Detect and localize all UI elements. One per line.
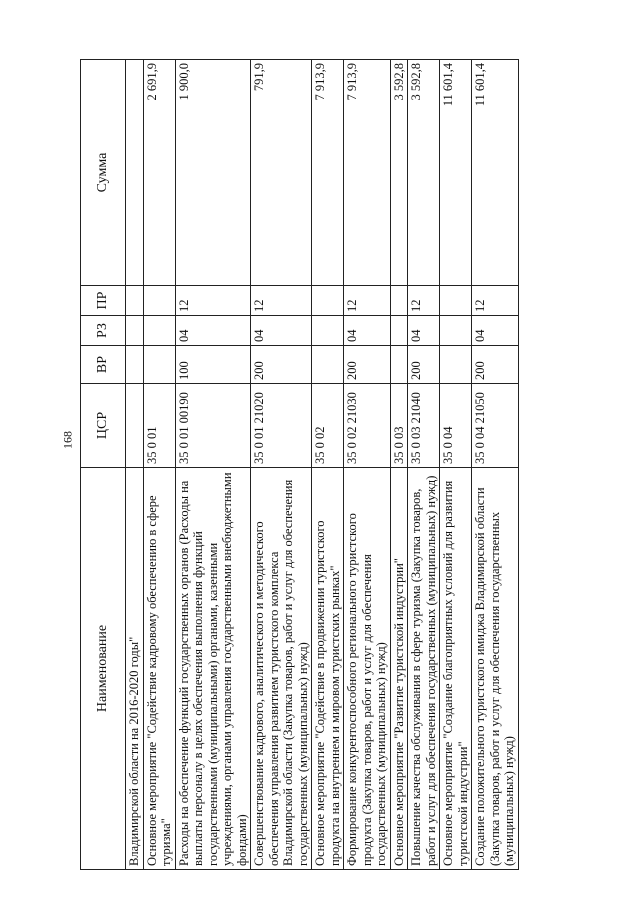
- cell-csr: 35 0 01: [143, 384, 175, 468]
- cell-vr: [126, 346, 144, 384]
- cell-rz: 04: [472, 316, 519, 346]
- cell-name: Совершенствование кадрового, аналитического и методического обеспечения управления развитием туристского комплекса Владимирской области (Закупка товаров, работ и услуг для обеспечения государственных (муниципальных) нужд): [251, 468, 312, 870]
- page-number: 168: [60, 431, 75, 449]
- cell-csr: 35 0 04 21050: [472, 384, 519, 468]
- cell-sum: 11 601,4: [440, 60, 472, 286]
- cell-sum: 1 900,0: [175, 60, 251, 286]
- cell-name: Владимирской области на 2016-2020 годы": [126, 468, 144, 870]
- cell-pr: 12: [408, 286, 440, 316]
- table-row: [472, 60, 519, 870]
- header-rz: РЗ: [81, 316, 126, 346]
- cell-name: Основное мероприятие "Содействие в продвижении туристского продукта на внутреннем и мировом туристских рынках": [312, 468, 344, 870]
- cell-vr: 200: [344, 346, 391, 384]
- cell-pr: [126, 286, 144, 316]
- cell-rz: [440, 316, 472, 346]
- table-row: [312, 60, 344, 870]
- cell-rz: 04: [251, 316, 312, 346]
- cell-sum: 11 601,4: [472, 60, 519, 286]
- budget-table: [80, 59, 519, 870]
- cell-csr: 35 0 03 21040: [408, 384, 440, 468]
- cell-csr: [126, 384, 144, 468]
- cell-name: Создание положительного туристского имиджа Владимирской области (Закупка товаров, работ и услуг для обеспечения государственных (муниципальных) нужд): [472, 468, 519, 870]
- cell-pr: 12: [251, 286, 312, 316]
- table-row: [408, 60, 440, 870]
- cell-vr: 200: [472, 346, 519, 384]
- cell-pr: [312, 286, 344, 316]
- cell-name: Расходы на обеспечение функций государственных органов (Расходы на выплаты персоналу в целях обеспечения выполнения функций государственными (муниципальными) органами, казенными учреждениями, органами управления государственными внебюджетными фондами): [175, 468, 251, 870]
- cell-sum: 7 913,9: [344, 60, 391, 286]
- table-row: [344, 60, 391, 870]
- cell-pr: [143, 286, 175, 316]
- table-row: [390, 60, 408, 870]
- cell-sum: 2 691,9: [143, 60, 175, 286]
- cell-sum: 7 913,9: [312, 60, 344, 286]
- cell-csr: 35 0 02 21030: [344, 384, 391, 468]
- cell-sum: [126, 60, 144, 286]
- cell-pr: 12: [175, 286, 251, 316]
- table-row: [440, 60, 472, 870]
- cell-rz: [143, 316, 175, 346]
- cell-name: Формирование конкурентоспособного регионального туристского продукта (Закупка товаров, работ и услуг для обеспечения государственных (муниципальных) нужд): [344, 468, 391, 870]
- cell-sum: 3 592,8: [390, 60, 408, 286]
- header-csr: ЦСР: [81, 384, 126, 468]
- header-row: [81, 60, 126, 870]
- cell-pr: 12: [472, 286, 519, 316]
- table-row: [126, 60, 144, 870]
- cell-pr: [440, 286, 472, 316]
- header-pr: ПР: [81, 286, 126, 316]
- cell-rz: 04: [344, 316, 391, 346]
- cell-sum: 791,9: [251, 60, 312, 286]
- cell-csr: 35 0 04: [440, 384, 472, 468]
- cell-csr: 35 0 03: [390, 384, 408, 468]
- cell-vr: [440, 346, 472, 384]
- cell-rz: [390, 316, 408, 346]
- cell-csr: 35 0 02: [312, 384, 344, 468]
- cell-rz: [126, 316, 144, 346]
- cell-name: Повышение качества обслуживания в сфере туризма (Закупка товаров, работ и услуг для обеспечения государственных (муниципальных) нужд): [408, 468, 440, 870]
- table-row: [175, 60, 251, 870]
- cell-vr: [312, 346, 344, 384]
- budget-table-rotated: [80, 60, 620, 870]
- header-sum: Сумма: [81, 60, 126, 286]
- cell-csr: 35 0 01 21020: [251, 384, 312, 468]
- cell-name: Основное мероприятие "Содействие кадровому обеспечению в сфере туризма": [143, 468, 175, 870]
- cell-pr: 12: [344, 286, 391, 316]
- cell-vr: [143, 346, 175, 384]
- table-row: [251, 60, 312, 870]
- cell-vr: 200: [408, 346, 440, 384]
- header-name: Наименование: [81, 468, 126, 870]
- cell-name: Основное мероприятие "Развитие туристской индустрии": [390, 468, 408, 870]
- cell-name: Основное мероприятие "Создание благоприятных условий для развития туристской индустрии": [440, 468, 472, 870]
- cell-rz: 04: [408, 316, 440, 346]
- cell-csr: 35 0 01 00190: [175, 384, 251, 468]
- cell-vr: [390, 346, 408, 384]
- header-vr: ВР: [81, 346, 126, 384]
- table-row: [143, 60, 175, 870]
- cell-sum: 3 592,8: [408, 60, 440, 286]
- cell-rz: [312, 316, 344, 346]
- cell-vr: 100: [175, 346, 251, 384]
- cell-pr: [390, 286, 408, 316]
- cell-vr: 200: [251, 346, 312, 384]
- cell-rz: 04: [175, 316, 251, 346]
